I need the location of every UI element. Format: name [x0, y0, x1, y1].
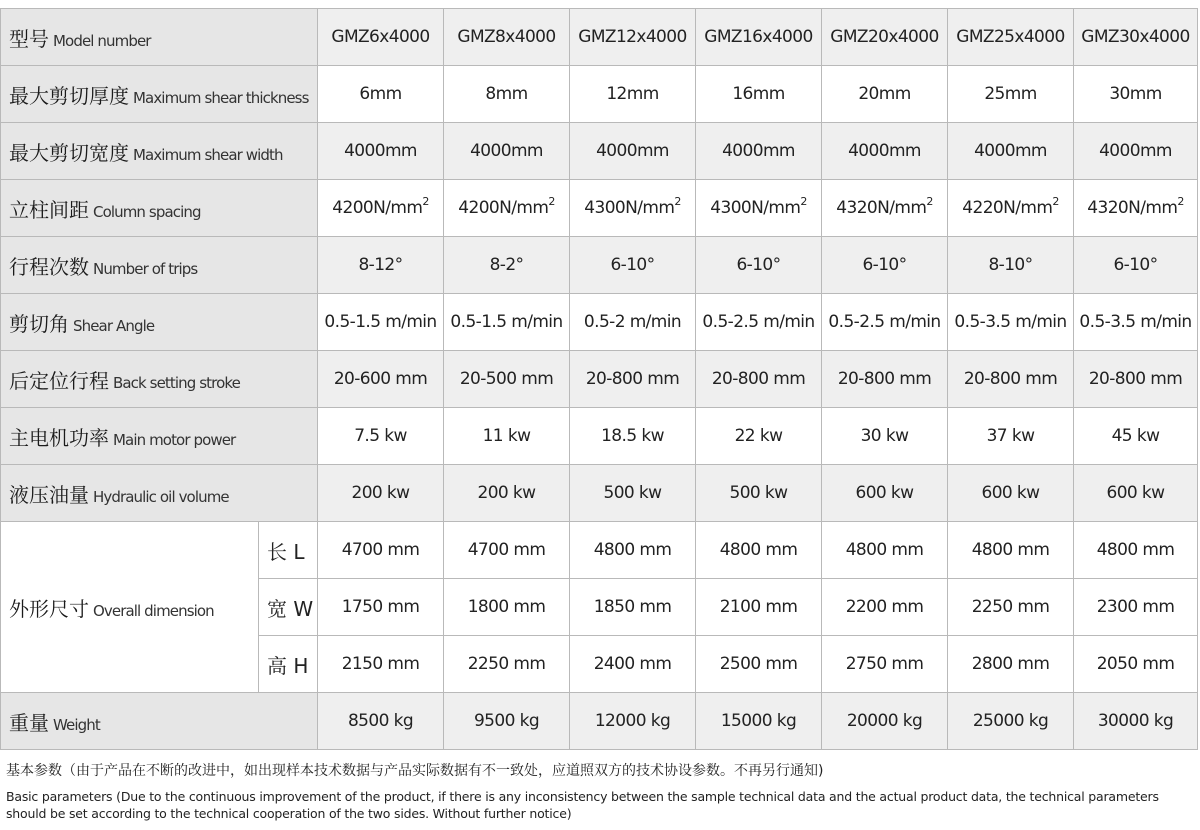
value-cell: 4800 mm	[696, 522, 822, 579]
value-cell: $4200N/mm^2$	[444, 180, 570, 237]
value-cell: 2250 mm	[948, 579, 1074, 636]
value-cell: 600 kw	[948, 465, 1074, 522]
value-cell: 4000mm	[318, 123, 444, 180]
value-cell: 0.5-2 m/min	[570, 294, 696, 351]
value-cell: 4000mm	[1074, 123, 1198, 180]
value-cell: 4000mm	[696, 123, 822, 180]
value-cell: 4700 mm	[318, 522, 444, 579]
value-cell: 45 kw	[1074, 408, 1198, 465]
value-cell: 20mm	[822, 66, 948, 123]
model-cell: GMZ6x4000	[318, 9, 444, 66]
value-cell: 500 kw	[696, 465, 822, 522]
value-cell: 20-800 mm	[1074, 351, 1198, 408]
value-cell: 600 kw	[1074, 465, 1198, 522]
dimension-sub-label: 宽 W	[259, 579, 318, 636]
value-cell: 20-600 mm	[318, 351, 444, 408]
row-weight	[1, 693, 1198, 750]
value-cell: 37 kw	[948, 408, 1074, 465]
row-back-stroke	[1, 351, 1198, 408]
value-cell: 15000 kg	[696, 693, 822, 750]
value-cell: $4320N/mm^2$	[822, 180, 948, 237]
value-cell: 6-10°	[696, 237, 822, 294]
model-cell: GMZ8x4000	[444, 9, 570, 66]
value-cell: 4000mm	[822, 123, 948, 180]
dimension-sub-label: 长 L	[259, 522, 318, 579]
value-cell: 8500 kg	[318, 693, 444, 750]
value-cell: 2500 mm	[696, 636, 822, 693]
value-cell: 4000mm	[570, 123, 696, 180]
row-label: 液压油量 Hydraulic oil volume	[1, 465, 318, 522]
model-cell: GMZ20x4000	[822, 9, 948, 66]
value-cell: 2150 mm	[318, 636, 444, 693]
value-cell: $4220N/mm^2$	[948, 180, 1074, 237]
value-cell: 0.5-1.5 m/min	[318, 294, 444, 351]
value-cell: 2300 mm	[1074, 579, 1198, 636]
value-cell: 4000mm	[948, 123, 1074, 180]
value-cell: 1800 mm	[444, 579, 570, 636]
value-cell: 0.5-2.5 m/min	[822, 294, 948, 351]
value-cell: 25000 kg	[948, 693, 1074, 750]
value-cell: 20-800 mm	[696, 351, 822, 408]
value-cell: 20-800 mm	[822, 351, 948, 408]
value-cell: 4800 mm	[948, 522, 1074, 579]
value-cell: 4800 mm	[1074, 522, 1198, 579]
row-label: 后定位行程 Back setting stroke	[1, 351, 318, 408]
value-cell: $4300N/mm^2$	[696, 180, 822, 237]
dimension-label: 外形尺寸 Overall dimension	[1, 522, 259, 693]
row-motor-power	[1, 408, 1198, 465]
value-cell: 1850 mm	[570, 579, 696, 636]
footer-note-en: Basic parameters (Due to the continuous improvement of the product, if there is any inconsistency between the sample technical data and the actual product data, the technical parameters should be set according to the technical cooperation of the two sides. Without further notice)	[6, 789, 1159, 821]
value-cell: $4300N/mm^2$	[570, 180, 696, 237]
value-cell: 7.5 kw	[318, 408, 444, 465]
value-cell: 20-800 mm	[570, 351, 696, 408]
value-cell: 2200 mm	[822, 579, 948, 636]
value-cell: 4800 mm	[822, 522, 948, 579]
value-cell: 4000mm	[444, 123, 570, 180]
value-cell: 25mm	[948, 66, 1074, 123]
value-cell: 12000 kg	[570, 693, 696, 750]
value-cell: 22 kw	[696, 408, 822, 465]
value-cell: 2800 mm	[948, 636, 1074, 693]
value-cell: 0.5-3.5 m/min	[1074, 294, 1198, 351]
row-label: 主电机功率 Main motor power	[1, 408, 318, 465]
value-cell: 6mm	[318, 66, 444, 123]
spec-table	[0, 8, 1198, 750]
value-cell: 1750 mm	[318, 579, 444, 636]
value-cell: 20000 kg	[822, 693, 948, 750]
value-cell: 0.5-1.5 m/min	[444, 294, 570, 351]
model-cell: GMZ16x4000	[696, 9, 822, 66]
value-cell: 0.5-3.5 m/min	[948, 294, 1074, 351]
value-cell: 6-10°	[570, 237, 696, 294]
row-label: 重量 Weight	[1, 693, 318, 750]
value-cell: 30mm	[1074, 66, 1198, 123]
value-cell: 4700 mm	[444, 522, 570, 579]
value-cell: 30 kw	[822, 408, 948, 465]
header-row	[1, 9, 1198, 66]
value-cell: 2250 mm	[444, 636, 570, 693]
row-label: 行程次数 Number of trips	[1, 237, 318, 294]
value-cell: 600 kw	[822, 465, 948, 522]
row-thickness	[1, 66, 1198, 123]
value-cell: 2100 mm	[696, 579, 822, 636]
value-cell: 9500 kg	[444, 693, 570, 750]
footer-note-zh: 基本参数（由于产品在不断的改进中，如出现样本技术数据与产品实际数据有不一致处，应道照双方的技术协设参数。不再另行通知)	[6, 763, 824, 779]
header-label: 型号 Model number	[1, 9, 318, 66]
row-label: 剪切角 Shear Angle	[1, 294, 318, 351]
value-cell: 8mm	[444, 66, 570, 123]
row-column-spacing	[1, 180, 1198, 237]
row-label: 立柱间距 Column spacing	[1, 180, 318, 237]
value-cell: 200 kw	[444, 465, 570, 522]
value-cell: 20-800 mm	[948, 351, 1074, 408]
value-cell: 16mm	[696, 66, 822, 123]
value-cell: 8-2°	[444, 237, 570, 294]
value-cell: 12mm	[570, 66, 696, 123]
value-cell: 0.5-2.5 m/min	[696, 294, 822, 351]
row-shear-angle	[1, 294, 1198, 351]
row-label: 最大剪切宽度 Maximum shear width	[1, 123, 318, 180]
model-cell: GMZ30x4000	[1074, 9, 1198, 66]
value-cell: 6-10°	[822, 237, 948, 294]
value-cell: 2400 mm	[570, 636, 696, 693]
value-cell: $4200N/mm^2$	[318, 180, 444, 237]
dimension-sub-label: 高 H	[259, 636, 318, 693]
row-width	[1, 123, 1198, 180]
value-cell: 4800 mm	[570, 522, 696, 579]
value-cell: 20-500 mm	[444, 351, 570, 408]
value-cell: $4320N/mm^2$	[1074, 180, 1198, 237]
value-cell: 30000 kg	[1074, 693, 1198, 750]
value-cell: 8-10°	[948, 237, 1074, 294]
model-cell: GMZ12x4000	[570, 9, 696, 66]
row-dimension-length	[1, 522, 1198, 579]
model-cell: GMZ25x4000	[948, 9, 1074, 66]
value-cell: 18.5 kw	[570, 408, 696, 465]
value-cell: 2050 mm	[1074, 636, 1198, 693]
value-cell: 11 kw	[444, 408, 570, 465]
value-cell: 200 kw	[318, 465, 444, 522]
value-cell: 8-12°	[318, 237, 444, 294]
row-oil-volume	[1, 465, 1198, 522]
row-label: 最大剪切厚度 Maximum shear thickness	[1, 66, 318, 123]
footer-note	[6, 760, 1196, 822]
value-cell: 2750 mm	[822, 636, 948, 693]
value-cell: 500 kw	[570, 465, 696, 522]
row-trips	[1, 237, 1198, 294]
value-cell: 6-10°	[1074, 237, 1198, 294]
